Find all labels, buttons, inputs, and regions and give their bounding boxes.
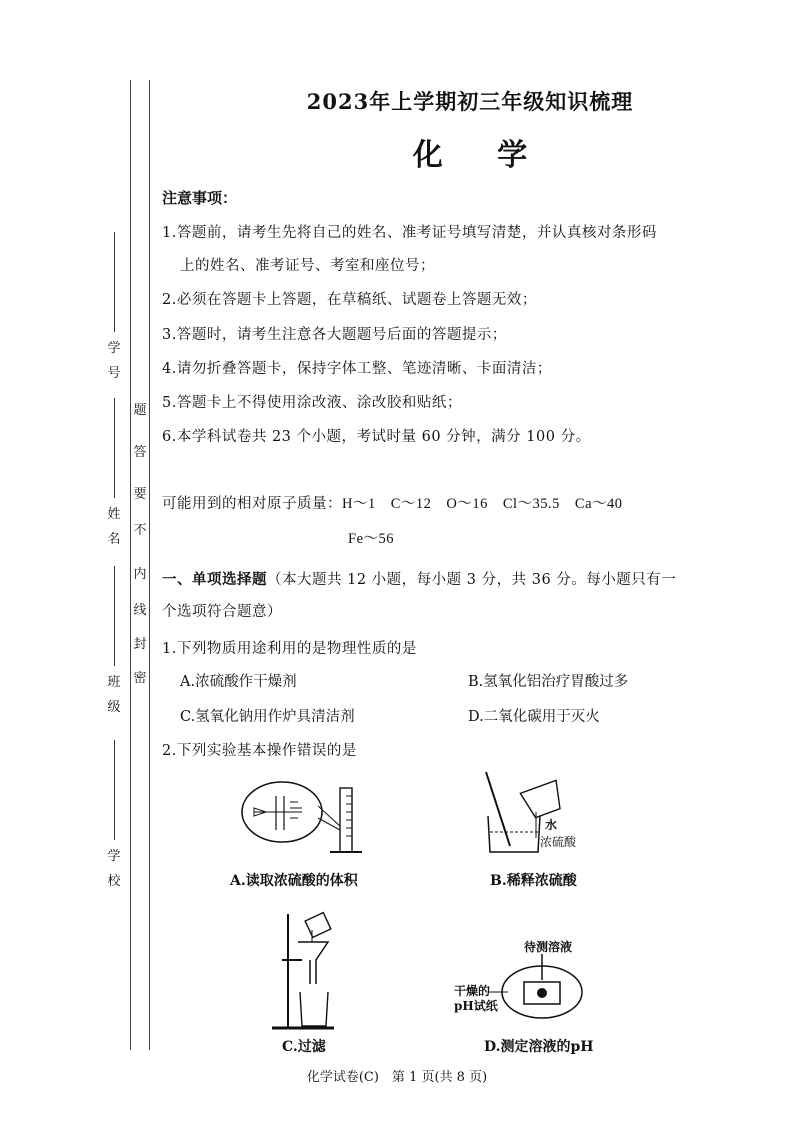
notice-item: 上的姓名、准考证号、考室和座位号； [180,258,435,274]
seal-char: 封 [133,637,147,652]
atomic-masses-line2: Fe～56 [348,531,394,547]
notice-item: 4.请勿折叠答题卡，保持字体工整、笔迹清晰、卡面清洁； [162,361,552,377]
section-description-cont: 个选项符合题意） [162,604,282,620]
seal-char: 内 [133,567,147,582]
exam-title: 2023年上学期初三年级知识梳理 [306,89,634,114]
figure-d-solution-label: 待测溶液 [524,940,573,954]
figure-b-acid-label: 浓硫酸 [540,835,577,849]
seal-char: 答 [133,445,147,460]
notice-item: 5.答题卡上不得使用涂改液、涂改胶和贴纸； [162,395,462,411]
school-label: 学 校 [107,849,121,889]
subject-title: 化 学 [412,138,550,173]
binding-line-inner [149,80,150,1050]
q1-option-d: D.二氧化碳用于灭火 [468,709,600,725]
seal-char: 线 [133,603,147,618]
q1-option-a: A.浓硫酸作干燥剂 [180,674,297,690]
figure-b-caption: B.稀释浓硫酸 [490,873,577,889]
figure-c-filtration [268,908,348,1036]
atomic-masses-line1: 可能用到的相对原子质量：H～1 C～12 O～16 Cl～35.5 Ca～40 [162,496,623,512]
section-title: 一、单项选择题 [162,572,267,588]
binding-line-outer [130,80,131,1050]
figure-c-caption: C.过滤 [282,1039,326,1055]
figure-d-caption: D.测定溶液的pH [484,1039,594,1055]
seal-char: 要 [133,487,147,502]
figure-d-ph-test [486,954,586,1024]
question-2-stem: 2.下列实验基本操作错误的是 [162,743,357,759]
section-heading [162,568,676,589]
figure-d-paper-label-2: pH试纸 [454,999,498,1013]
notice-item: 2.必须在答题卡上答题，在草稿纸、试题卷上答题无效； [162,292,537,308]
seal-char: 不 [133,523,147,538]
notice-item: 6.本学科试卷共 23 个小题，考试时量 60 分钟，满分 100 分。 [162,429,591,445]
q1-option-c: C.氢氧化钠用作炉具清洁剂 [180,709,355,725]
seal-char: 密 [133,671,147,686]
section-description: （本大题共 12 小题，每小题 3 分，共 36 分。每小题只有一 [267,572,677,588]
notice-heading: 注意事项： [162,189,238,207]
figure-b-water-label: 水 [545,818,558,832]
notice-item: 1.答题前，请考生先将自己的姓名、准考证号填写清楚，并认真核对条形码 [162,225,657,241]
q1-option-b: B.氢氧化铝治疗胃酸过多 [468,674,629,690]
school-blank [114,740,115,840]
name-blank [114,398,115,498]
class-blank [114,566,115,666]
page-footer: 化学试卷(C) 第 1 页(共 8 页) [306,1070,488,1085]
figure-a-graduated-cylinder [240,778,370,858]
class-label: 班 级 [107,675,121,715]
seal-char: 题 [133,403,147,418]
student-id-label: 学 号 [107,341,121,381]
name-label: 姓 名 [107,507,121,547]
figure-d-paper-label-1: 干燥的 [454,984,491,998]
question-1-stem: 1.下列物质用途利用的是物理性质的是 [162,641,417,657]
student-id-blank [114,232,115,332]
figure-a-caption: A.读取浓硫酸的体积 [230,873,358,889]
notice-item: 3.答题时，请考生注意各大题题号后面的答题提示； [162,327,507,343]
